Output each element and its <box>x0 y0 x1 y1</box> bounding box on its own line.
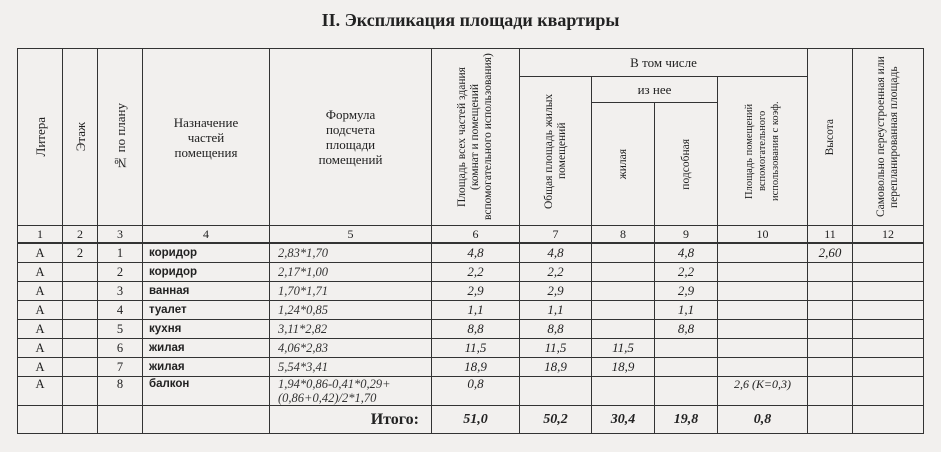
col-number: 7 <box>520 226 592 244</box>
cell-room-name: кухня <box>143 320 270 339</box>
total-aux: 19,8 <box>655 406 718 434</box>
cell-plan-no: 7 <box>98 358 143 377</box>
cell-formula: 2,83*1,70 <box>270 243 432 263</box>
cell-area-common: 2,9 <box>520 282 592 301</box>
cell-plan-no: 2 <box>98 263 143 282</box>
cell-area-coef: 2,6 (К=0,3) <box>718 377 808 406</box>
table-row <box>18 339 924 358</box>
cell-floor <box>63 263 98 282</box>
col-number: 3 <box>98 226 143 244</box>
header-aux <box>655 103 718 226</box>
cell-room-name: жилая <box>143 358 270 377</box>
total-common: 50,2 <box>520 406 592 434</box>
cell-floor <box>63 339 98 358</box>
cell-litera: А <box>18 358 63 377</box>
cell-litera: А <box>18 377 63 406</box>
cell-area-total: 1,1 <box>432 301 520 320</box>
cell-room-height <box>808 282 853 301</box>
header-label: Высота <box>823 118 836 156</box>
cell-area-aux: 1,1 <box>655 301 718 320</box>
table-row <box>18 320 924 339</box>
table-row <box>18 263 924 282</box>
cell-litera: А <box>18 282 63 301</box>
cell-area-living <box>592 282 655 301</box>
totals-row <box>18 406 924 434</box>
header-group: В том числе <box>520 49 808 77</box>
cell-room-name: ванная <box>143 282 270 301</box>
cell-room-name: туалет <box>143 301 270 320</box>
formula-line: (0,86+0,42)/2*1,70 <box>278 391 377 405</box>
table-row <box>18 301 924 320</box>
table-row <box>18 377 924 406</box>
cell-area-unauthorized <box>853 377 924 406</box>
cell-area-total: 2,9 <box>432 282 520 301</box>
totals-label: Итого: <box>270 406 432 434</box>
cell-area-aux <box>655 339 718 358</box>
header-label: № по плану <box>112 103 128 171</box>
header-subgroup: из нее <box>592 77 718 103</box>
cell-floor <box>63 358 98 377</box>
cell-area-coef <box>718 320 808 339</box>
cell-litera: А <box>18 320 63 339</box>
cell-plan-no: 6 <box>98 339 143 358</box>
cell-area-unauthorized <box>853 263 924 282</box>
cell-plan-no: 3 <box>98 282 143 301</box>
cell-area-unauthorized <box>853 320 924 339</box>
cell-area-aux: 8,8 <box>655 320 718 339</box>
cell-area-coef <box>718 301 808 320</box>
total-living: 30,4 <box>592 406 655 434</box>
header-label: Общая площадь жилых помещений <box>542 93 568 209</box>
cell-room-name: жилая <box>143 339 270 358</box>
header-litera <box>18 49 63 226</box>
header-label: Площадь помещений вспомогательного использования с коэф. <box>744 101 781 201</box>
cell-floor <box>63 320 98 339</box>
cell-plan-no: 8 <box>98 377 143 406</box>
cell-area-common: 18,9 <box>520 358 592 377</box>
cell-area-common: 11,5 <box>520 339 592 358</box>
header-height <box>808 49 853 226</box>
cell-area-aux <box>655 377 718 406</box>
header-label: Литера <box>32 117 48 157</box>
header-label: жилая <box>616 148 629 180</box>
col-number: 2 <box>63 226 98 244</box>
cell-plan-no: 1 <box>98 243 143 263</box>
cell-area-aux <box>655 358 718 377</box>
page-title: II. Экспликация площади квартиры <box>321 10 620 30</box>
cell-area-common: 4,8 <box>520 243 592 263</box>
cell-room-height <box>808 320 853 339</box>
cell-area-unauthorized <box>853 243 924 263</box>
header-total-area <box>432 49 520 226</box>
col-number: 5 <box>270 226 432 244</box>
cell-area-aux: 2,2 <box>655 263 718 282</box>
cell-area-living: 18,9 <box>592 358 655 377</box>
header-label: Площадь всех частей здания (комнат и помещений вспомогательного использования) <box>456 53 494 221</box>
cell-area-living <box>592 243 655 263</box>
explication-table <box>17 48 924 434</box>
total-coef: 0,8 <box>718 406 808 434</box>
cell-area-living: 11,5 <box>592 339 655 358</box>
cell-area-unauthorized <box>853 339 924 358</box>
formula-line: 1,94*0,86-0,41*0,29+ <box>278 377 391 391</box>
table-row <box>18 358 924 377</box>
column-numbers-row <box>18 226 924 244</box>
cell-room-name: коридор <box>143 243 270 263</box>
cell-area-living <box>592 263 655 282</box>
cell-area-unauthorized <box>853 301 924 320</box>
cell-room-name: балкон <box>143 377 270 406</box>
col-number: 8 <box>592 226 655 244</box>
cell-plan-no: 4 <box>98 301 143 320</box>
cell-room-height <box>808 263 853 282</box>
cell-area-total: 8,8 <box>432 320 520 339</box>
header-formula: Формула подсчета площади помещений <box>270 49 432 226</box>
cell-formula <box>270 377 432 406</box>
cell-area-total: 2,2 <box>432 263 520 282</box>
col-number: 10 <box>718 226 808 244</box>
cell-area-coef <box>718 243 808 263</box>
header-label: подсобная <box>679 138 692 190</box>
cell-formula: 1,24*0,85 <box>270 301 432 320</box>
cell-area-common: 2,2 <box>520 263 592 282</box>
col-number: 4 <box>143 226 270 244</box>
cell-formula: 3,11*2,82 <box>270 320 432 339</box>
cell-area-coef <box>718 339 808 358</box>
cell-area-common <box>520 377 592 406</box>
header-label: Этаж <box>72 122 88 152</box>
cell-area-coef <box>718 358 808 377</box>
cell-formula: 2,17*1,00 <box>270 263 432 282</box>
cell-room-height <box>808 377 853 406</box>
col-number: 12 <box>853 226 924 244</box>
cell-litera: А <box>18 339 63 358</box>
cell-floor: 2 <box>63 243 98 263</box>
header-floor <box>63 49 98 226</box>
cell-formula: 1,70*1,71 <box>270 282 432 301</box>
col-number: 11 <box>808 226 853 244</box>
cell-area-aux: 2,9 <box>655 282 718 301</box>
col-number: 9 <box>655 226 718 244</box>
col-number: 1 <box>18 226 63 244</box>
cell-room-height <box>808 301 853 320</box>
cell-room-height: 2,60 <box>808 243 853 263</box>
header-plan-no <box>98 49 143 226</box>
cell-formula: 4,06*2,83 <box>270 339 432 358</box>
cell-plan-no: 5 <box>98 320 143 339</box>
col-number: 6 <box>432 226 520 244</box>
header-label: Самовольно переустроенная или перепланированная площадь <box>875 56 900 218</box>
total-area: 51,0 <box>432 406 520 434</box>
cell-litera: А <box>18 263 63 282</box>
cell-area-unauthorized <box>853 358 924 377</box>
cell-room-height <box>808 339 853 358</box>
header-common-living <box>520 77 592 226</box>
cell-floor <box>63 282 98 301</box>
cell-area-coef <box>718 263 808 282</box>
cell-area-living <box>592 301 655 320</box>
header-purpose: Назначение частей помещения <box>143 49 270 226</box>
header-living <box>592 103 655 226</box>
table-row <box>18 282 924 301</box>
cell-litera: А <box>18 301 63 320</box>
cell-floor <box>63 377 98 406</box>
cell-area-living <box>592 320 655 339</box>
cell-area-common: 8,8 <box>520 320 592 339</box>
header-aux-coef <box>718 77 808 226</box>
cell-formula: 5,54*3,41 <box>270 358 432 377</box>
cell-area-total: 18,9 <box>432 358 520 377</box>
cell-room-height <box>808 358 853 377</box>
cell-area-total: 0,8 <box>432 377 520 406</box>
cell-room-name: коридор <box>143 263 270 282</box>
cell-area-total: 11,5 <box>432 339 520 358</box>
cell-area-living <box>592 377 655 406</box>
cell-area-common: 1,1 <box>520 301 592 320</box>
header-unauthorized <box>853 49 924 226</box>
cell-area-coef <box>718 282 808 301</box>
cell-floor <box>63 301 98 320</box>
cell-area-total: 4,8 <box>432 243 520 263</box>
cell-area-aux: 4,8 <box>655 243 718 263</box>
cell-litera: А <box>18 243 63 263</box>
cell-area-unauthorized <box>853 282 924 301</box>
table-row <box>18 243 924 263</box>
